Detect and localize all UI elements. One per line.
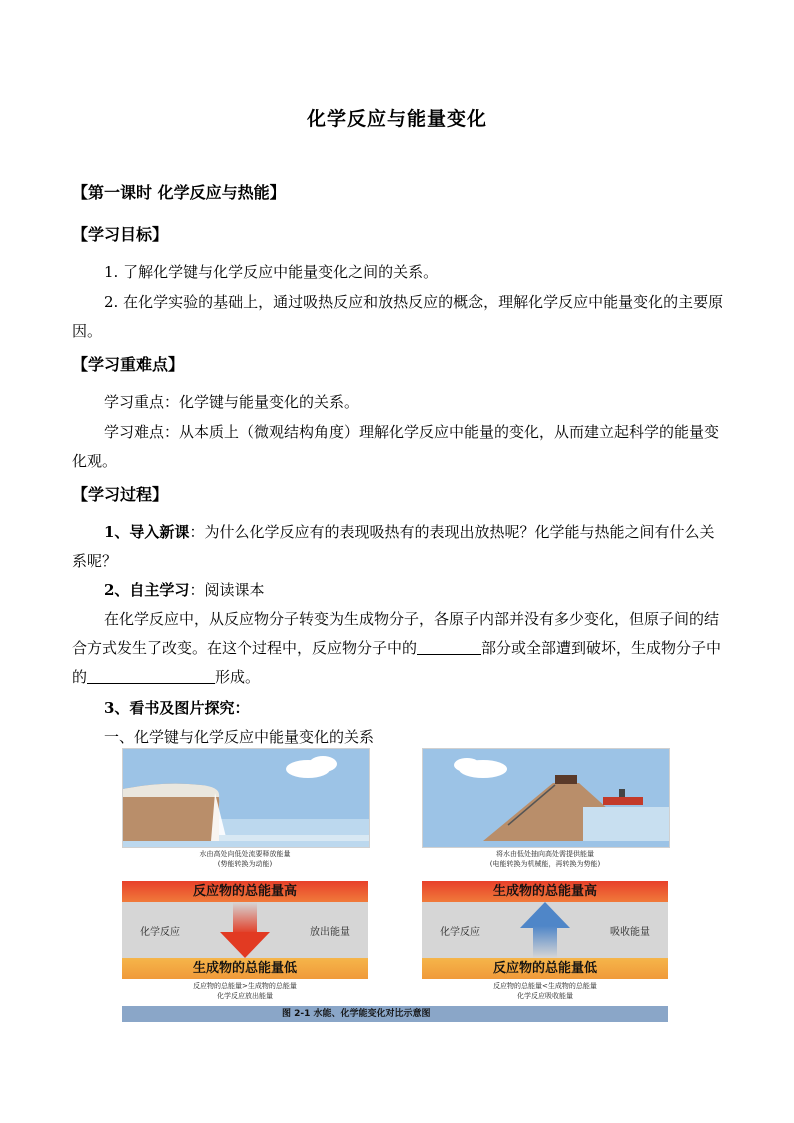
step-1-text: ：为什么化学反应有的表现吸热有的表现出放热呢？化学能与热能之间有什么关系呢？ <box>72 523 715 570</box>
step-2 <box>72 576 724 605</box>
para-a: 在化学反应中，从反应物分子转变为生成物分子，各原子内部并没有多少变化，但原子间的结合方式发生了改变。在这个过程中，反应物分子中的 <box>72 610 720 657</box>
right-scene-caption-2: (电能转换为机械能，再转换为势能) <box>489 860 601 868</box>
right-note-2: 化学反应吸收能量 <box>517 992 573 1000</box>
blank-2[interactable] <box>87 667 215 684</box>
right-note-1: 反应物的总能量<生成物的总能量 <box>493 982 597 990</box>
left-note-1: 反应物的总能量>生成物的总能量 <box>193 982 297 990</box>
left-scene-caption-1: 水由高处向低处流要释放能量 <box>199 850 291 858</box>
left-mid-right-label: 放出能量 <box>310 927 350 938</box>
blank-1[interactable] <box>417 638 481 655</box>
process-heading: 【学习过程】 <box>72 485 169 504</box>
step-1 <box>72 518 724 576</box>
right-mid-left-label: 化学反应 <box>440 927 480 938</box>
para-c: 形成。 <box>215 668 261 686</box>
page-title: 化学反应与能量变化 <box>306 108 487 130</box>
step-1-label: 1、导入新课 <box>104 523 190 541</box>
left-product-low-band: 生成物的总能量低 <box>122 958 368 979</box>
step-2-label: 2、自主学习 <box>104 581 190 599</box>
step-3: 3、看书及图片探究： <box>104 699 250 717</box>
figure-caption: 图 2-1 水能、化学能变化对比示意图 <box>122 1006 668 1022</box>
section-1-heading: 一、化学键与化学反应中能量变化的关系 <box>104 728 375 746</box>
lesson-heading: 【第一课时 化学反应与热能】 <box>72 183 286 202</box>
right-mid-panel <box>422 902 668 958</box>
left-mid-left-label: 化学反应 <box>140 927 180 938</box>
right-mid-right-label: 吸收能量 <box>610 927 650 938</box>
key-focus: 学习重点：化学键与能量变化的关系。 <box>104 393 360 411</box>
right-product-high-band: 生成物的总能量高 <box>422 881 668 902</box>
down-arrow-icon <box>216 902 274 958</box>
energy-comparison-figure <box>122 748 668 1023</box>
right-reactant-low-band: 反应物的总能量低 <box>422 958 668 979</box>
left-reactant-high-band: 反应物的总能量高 <box>122 881 368 902</box>
goals-heading: 【学习目标】 <box>72 225 169 244</box>
waterfall-illustration <box>122 748 370 848</box>
goal-item-1: 1. 了解化学键与化学反应中能量变化之间的关系。 <box>104 263 439 281</box>
left-mid-panel <box>122 902 368 958</box>
reading-paragraph <box>72 605 724 692</box>
pump-illustration <box>422 748 670 848</box>
key-difficulty: 学习难点：从本质上（微观结构角度）理解化学反应中能量的变化，从而建立起科学的能量变化观。 <box>72 423 720 470</box>
goal-item-2: 2. 在化学实验的基础上，通过吸热反应和放热反应的概念，理解化学反应中能量变化的主要原因。 <box>72 293 724 340</box>
key-points-heading: 【学习重难点】 <box>72 355 185 374</box>
right-scene-caption-1: 将水由低处抽向高处需提供能量 <box>496 850 594 858</box>
left-note-2: 化学反应放出能量 <box>217 992 273 1000</box>
up-arrow-icon <box>516 902 574 958</box>
left-scene-caption-2: (势能转换为动能) <box>217 860 273 868</box>
para-b: 部分或全部遭到破坏，生成物分子中的 <box>72 639 722 686</box>
step-2-text: ：阅读课本 <box>189 581 265 599</box>
